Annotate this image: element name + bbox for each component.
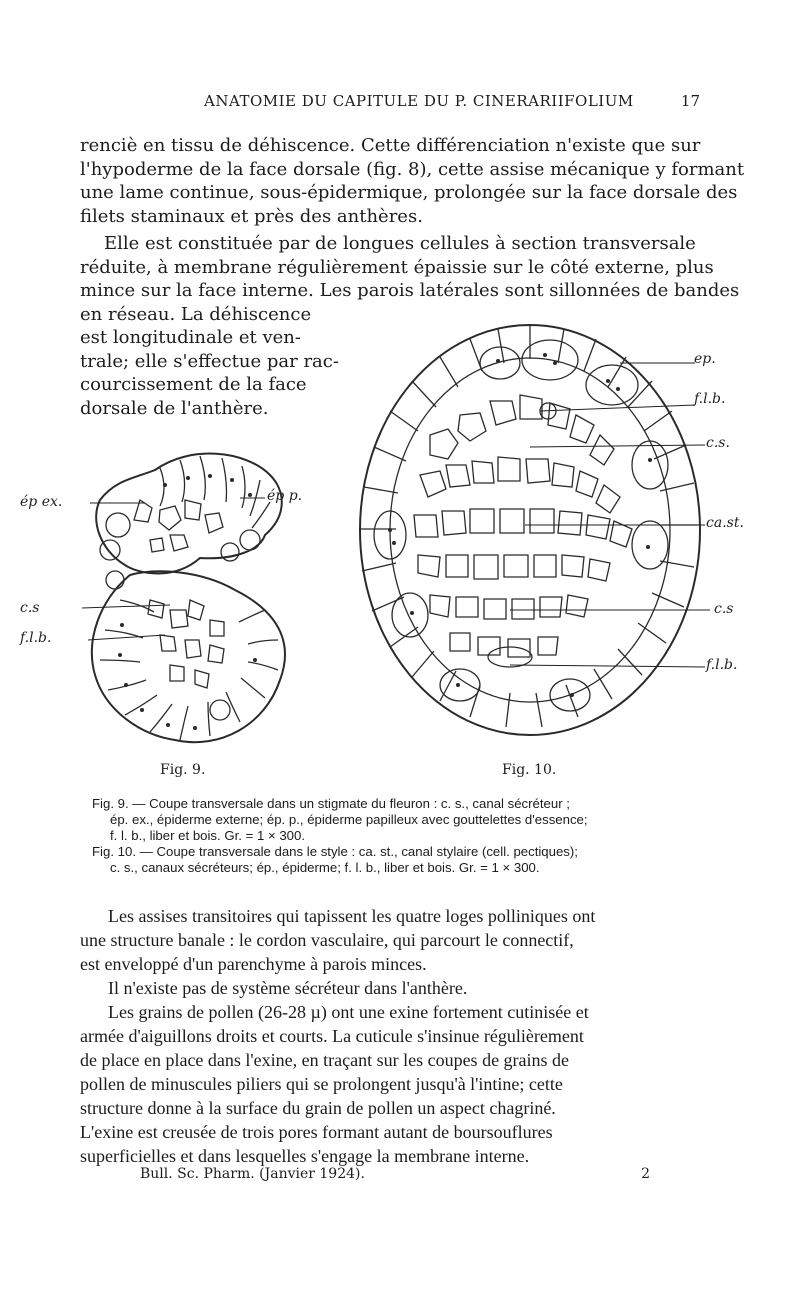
fig10-label-cs-top: c.s. xyxy=(706,435,730,451)
text-line: L'exine est creusée de trois pores formant autant de boursouflures xyxy=(80,1122,553,1142)
body-text xyxy=(80,904,700,1168)
text-line: pollen de minuscules piliers qui se prolongent jusqu'à l'intine; cette xyxy=(80,1074,563,1094)
text-line: Il n'existe pas de système sécréteur dans l'anthère. xyxy=(108,978,468,998)
text-line: courcissement de la face xyxy=(80,374,307,395)
fig10-label-flb-bottom: f.l.b. xyxy=(706,657,738,673)
fig10-label-ep: ep. xyxy=(694,351,716,367)
page-footer xyxy=(140,1166,650,1182)
fig9-label-ep-p: ép p. xyxy=(267,488,303,504)
fig10-label-cs-bottom: c.s xyxy=(714,601,734,617)
fig10-label-cast: ca.st. xyxy=(706,515,744,531)
figure-10-drawing xyxy=(350,315,710,745)
fig9-label-flb: f.l.b. xyxy=(20,630,52,646)
text-line: est enveloppé d'un parenchyme à parois minces. xyxy=(80,954,427,974)
caption-line: Fig. 10. — Coupe transversale dans le style : ca. st., canal stylaire (cell. pectiques); xyxy=(92,844,578,859)
paragraph-1 xyxy=(80,134,745,228)
text-line: mince sur la face interne. Les parois latérales sont sillonnées de bandes xyxy=(80,280,740,301)
text-line: Les grains de pollen (26-28 µ) ont une exine fortement cutinisée et xyxy=(108,1002,589,1022)
text-line: est longitudinale et ven- xyxy=(80,327,301,348)
fig9-label-ep-ex: ép ex. xyxy=(20,494,63,510)
running-title: ANATOMIE DU CAPITULE DU P. CINERARIIFOLIUM xyxy=(204,92,634,110)
running-header xyxy=(80,92,700,116)
text-line: l'hypoderme de la face dorsale (fig. 8), cette assise mécanique y formant xyxy=(80,158,745,180)
text-line: une lame continue, sous-épidermique, prolongée sur la face dorsale des xyxy=(80,182,738,203)
text-line: réduite, à membrane régulièrement épaissie sur le côté externe, plus xyxy=(80,256,714,278)
fig10-label-flb-top: f.l.b. xyxy=(694,391,726,407)
caption-line: ép. ex., épiderme externe; ép. p., épiderme papilleux avec gouttelettes d'essence; xyxy=(110,812,588,827)
figure-9-label: Fig. 9. xyxy=(160,762,206,778)
figure-9 xyxy=(20,440,310,760)
figure-10-label: Fig. 10. xyxy=(502,762,557,778)
figure-10 xyxy=(350,315,744,745)
text-line: de place en place dans l'exine, en traçant sur les coupes de grains de xyxy=(80,1050,570,1070)
text-line: renciè en tissu de déhiscence. Cette différenciation n'existe que sur xyxy=(80,135,701,156)
text-line: structure donne à la surface du grain de pollen un aspect chagriné. xyxy=(80,1098,556,1118)
caption-line: c. s., canaux sécréteurs; ép., épiderme; f. l. b., liber et bois. Gr. = 1 × 300. xyxy=(110,860,540,875)
figure-caption xyxy=(92,796,712,876)
text-line: en réseau. La déhiscence xyxy=(80,303,312,325)
text-line: Les assises transitoires qui tapissent les quatre loges polliniques ont xyxy=(108,906,596,926)
text-line: superficielles et dans lesquelles s'engage la membrane interne. xyxy=(80,1146,530,1166)
text-line: Elle est constituée par de longues cellules à section transversale xyxy=(104,233,696,254)
text-line: armée d'aiguillons droits et courts. La cuticule s'insinue régulièrement xyxy=(80,1026,584,1046)
sheet-number: 2 xyxy=(641,1166,650,1182)
text-line: dorsale de l'anthère. xyxy=(80,397,269,419)
caption-line: Fig. 9. — Coupe transversale dans un stigmate du fleuron : c. s., canal sécréteur ; xyxy=(92,796,570,811)
text-line: une structure banale : le cordon vasculaire, qui parcourt le connectif, xyxy=(80,930,574,950)
text-line: filets staminaux et près des anthères. xyxy=(80,205,423,227)
fig9-label-cs: c.s xyxy=(20,600,40,616)
journal-citation: Bull. Sc. Pharm. (Janvier 1924). xyxy=(140,1166,365,1182)
caption-line: f. l. b., liber et bois. Gr. = 1 × 300. xyxy=(110,828,305,843)
text-line: trale; elle s'effectue par rac- xyxy=(80,350,339,372)
page-number: 17 xyxy=(680,92,700,110)
